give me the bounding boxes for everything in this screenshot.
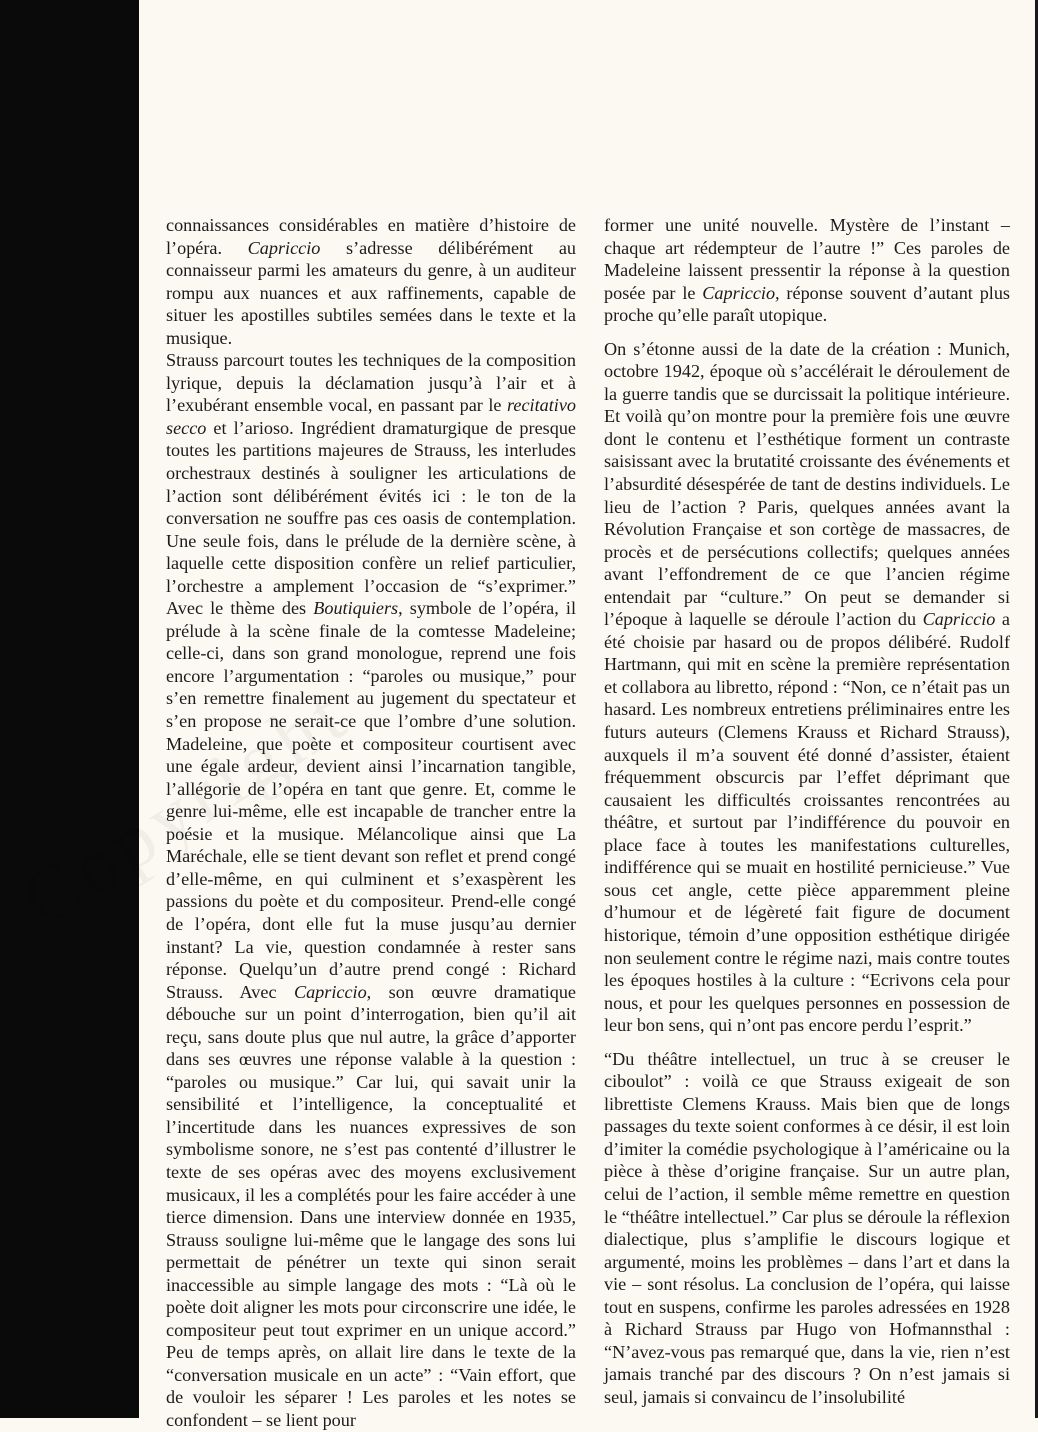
italic-term: Boutiquiers xyxy=(313,598,399,619)
right-text-column xyxy=(604,214,1010,1408)
paragraph: former une unité nouvelle. Mystère de l’instant – chaque art rédempteur de l’autre !” Ces paroles de Madeleine laissent pressentir la réponse à la question posée par le Capriccio, réponse souvent d’autant plus proche qu’elle paraît utopique. xyxy=(604,215,1011,326)
paragraph: “Du théâtre intellectuel, un truc à se creuser le ciboulot” : voilà ce que Strauss exigeait de son librettiste Clemens Krauss. Mais bien que de longs passages du texte soient conformes à ce désir, il est loin d’imiter la comédie psychologique à l’américaine ou la pièce à thèse d’origine française. Sur un autre plan, celui de l’action, il semble même remettre en question le “théâtre intellectuel.” Car plus se déroule la réflexion dialectique, plus s’amplifie le discours logique et argumenté, moins les problèmes – dans l’art et dans la vie – sont résolus. La conclusion de l’opéra, qui laisse tout en suspens, confirme les paroles adressées en 1928 à Richard Strauss par Hugo von Hofmannsthal : “N’avez-vous pas remarqué que, dans la vie, rien n’est jamais tranché par des discours ? On n’est jamais si seul, jamais si convaincu de l’insolubilité xyxy=(604,1048,1010,1407)
left-text-column xyxy=(166,214,576,1432)
italic-term: recitativo secco xyxy=(166,395,576,438)
italic-title: Capriccio, xyxy=(702,282,780,303)
italic-title: Capriccio, xyxy=(293,981,372,1002)
italic-title: Capriccio xyxy=(247,237,321,258)
paragraph: connaissances considérables en matière d’histoire de l’opéra. Capriccio s’adresse délibérément au connaisseur parmi les amateurs du genre, à un auditeur rompu aux nuances et aux raffinements, capable de situer les apostilles subtiles semées dans le texte et la musique. xyxy=(166,215,576,348)
italic-title: Capriccio xyxy=(922,609,996,630)
left-black-margin xyxy=(0,0,139,1418)
paragraph: On s’étonne aussi de la date de la création : Munich, octobre 1942, époque où s’accélérait le déroulement de la guerre tandis que se durcissait la politique intérieure. Et voilà qu’on montre pour la première fois une œuvre dont le contenu et l’esthétique forment un contraste saisissant avec la brutatité croissante des événements et l’absurdité désespérée de tant de destins individuels. Le lieu de l’action ? Paris, quelques années avant la Révolution Française et son cortège de massacres, de procès et de persécutions collectifs; quelques années avant l’effondrement de ce que l’ancien régime entendait par “culture.” On peut se demander si l’époque à laquelle se déroule l’action du Capriccio a été choisie par hasard ou de propos délibéré. Rudolf Hartmann, qui mit en scène la première représentation et collabora au libretto, répond : “Non, ce n’était pas un hasard. Les nombreux entretiens préliminaires entre les futurs auteurs (Clemens Krauss et Richard Strauss), auxquels il m’a souvent été donné d’assister, étaient fréquemment obscurcis par l’effet déprimant que causaient les difficultés croissantes rencontrées au théâtre, et surtout par l’indifférence du pouvoir en place face à toutes les manifestations culturelles, indifférence qui se muait en hostilité pernicieuse.” Vue sous cet angle, cette pièce apparemment pleine d’humour et de légèreté fait figure de document historique, témoin d’une opposition esthétique dirigée non seulement contre le régime nazi, mais contre toutes les époques hostiles à la culture : “Ecrivons cela pour nous, et pour les quelques personnes en possession de leur bon sens, qui n’ont pas encore perdu l’esprit.” xyxy=(604,338,1010,1036)
paragraph: Strauss parcourt toutes les techniques de la composition lyrique, depuis la déclamation jusqu’à l’air et à l’exubérant ensemble vocal, en passant par le recitativo secco et l’arioso. Ingrédient dramaturgique de presque toutes les partitions majeures de Strauss, les interludes orchestraux destinés à souligner les articulations de l’action sont délibérément évités ici : le ton de la conversation ne souffre pas ces oasis de contemplation. Une seule fois, dans le prélude de la dernière scène, à laquelle cette disposition confère un relief particulier, l’orchestre a amplement l’occasion de “s’exprimer.” Avec le thème des Boutiquiers, symbole de l’opéra, il prélude à la scène finale de la comtesse Madeleine; celle-ci, dans son grand monologue, reprend une fois encore l’argumentation : “paroles ou musique,” pour s’en remettre finalement au jugement du spectateur et s’en propose ne serait-ce que l’ombre d’une solution. Madeleine, que poète et compositeur courtisent avec une égale ardeur, devient ainsi l’incarnation tangible, l’allégorie de l’opéra en tant que genre. Et, comme le genre lui-même, elle est incapable de trancher entre la poésie et la musique. Mélancolique ainsi que La Maréchale, elle se tient devant son reflet et prend congé d’elle-même, en qui culminent et s’exaspèrent les passions du poète et du compositeur. Prend-elle congé de l’opéra, dont elle fut la muse jusqu’au dernier instant? La vie, question condamnée à rester sans réponse. Quelqu’un d’autre prend congé : Richard Strauss. Avec Capriccio, son œuvre dramatique débouche sur un point d’interrogation, bien qu’il ait reçu, sans doute plus que nul autre, la grâce d’apporter dans ses œuvres une réponse valable à la question : “paroles ou musique.” Car lui, qui savait unir la sensibilité et l’intelligence, la conceptualité et l’incertitude dans les nuances expressives de son symbolisme sonore, ne s’est pas contenté d’illustrer le texte de ses opéras avec des moyens exclusivement musicaux, il les a complétés pour les faire accéder à une tierce dimension. Dans une interview donnée en 1935, Strauss souligne lui-même que le langage des sons lui permettait de pénétrer un texte qui sinon serait inaccessible au simple langage des mots : “Là où le poète doit aligner les mots pour circonscrire une idée, le compositeur peut tout exprimer en un unique accord.” Peu de temps après, on allait lire dans le texte de la “conversation musicale en un acte” : “Vain effort, que de vouloir les séparer ! Les paroles et les notes se confondent – se lient pour xyxy=(166,350,576,1430)
